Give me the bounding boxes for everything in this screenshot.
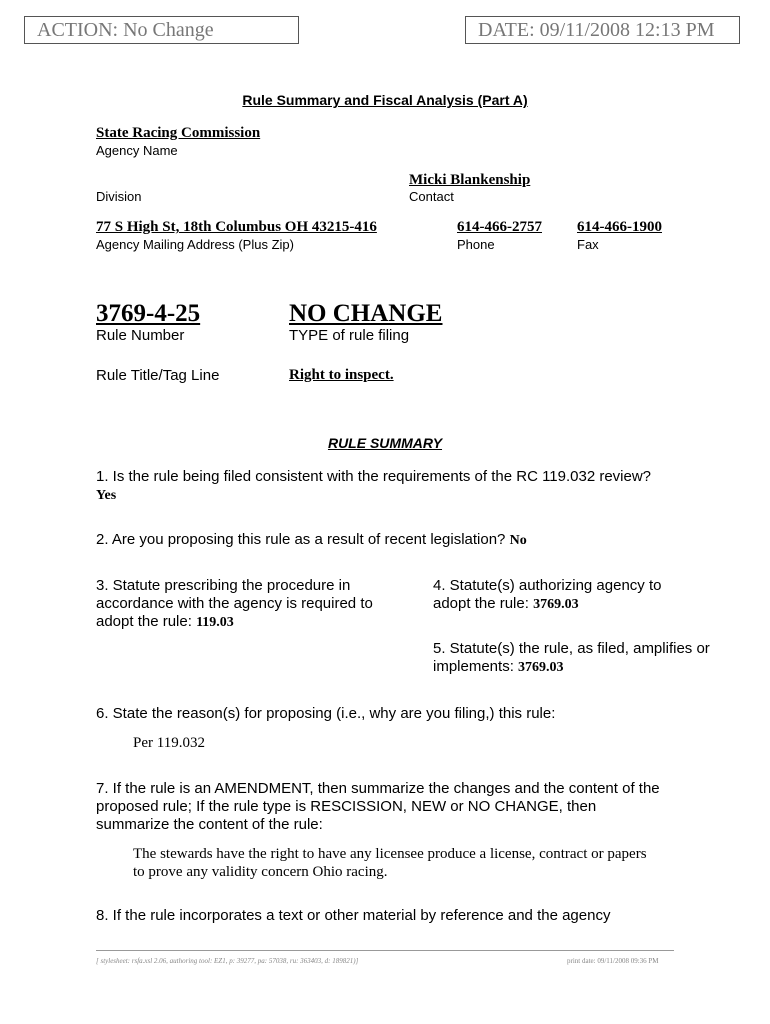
rule-type-label: TYPE of rule filing (289, 327, 410, 344)
question-5-text: 5. Statute(s) the rule, as filed, amplifies or implements: (433, 640, 710, 675)
question-4-text: 4. Statute(s) authorizing agency to adopt the rule: (433, 577, 662, 612)
rule-number-label: Rule Number (96, 327, 185, 344)
question-3-text: 3. Statute prescribing the procedure in accordance with the agency is required to adopt the rule: (96, 577, 373, 630)
question-4 (433, 577, 693, 614)
answer-1: Yes (96, 488, 117, 503)
action-box (24, 16, 299, 44)
answer-3: 119.03 (196, 615, 234, 630)
question-6: 6. State the reason(s) for proposing (i.e., why are you filing,) this rule: (96, 705, 556, 722)
page-title: Rule Summary and Fiscal Analysis (Part A) (242, 92, 528, 108)
question-8: 8. If the rule incorporates a text or other material by reference and the agency (96, 907, 611, 924)
answer-4: 3769.03 (533, 597, 579, 612)
phone-label: Phone (457, 237, 495, 252)
contact-name: Micki Blankenship (409, 172, 531, 188)
question-7: 7. If the rule is an AMENDMENT, then summarize the changes and the content of the proposed rule; If the rule type is RESCISSION, NEW or NO CHANGE, then summarize the content of the rule: (96, 780, 660, 833)
agency-name: State Racing Commission (96, 125, 261, 141)
rule-title: Right to inspect. (289, 367, 394, 383)
date-text: DATE: 09/11/2008 12:13 PM (478, 19, 715, 41)
answer-6: Per 119.032 (133, 735, 205, 751)
rule-title-label: Rule Title/Tag Line (96, 367, 220, 384)
fax-label: Fax (577, 237, 599, 252)
agency-fax: 614-466-1900 (577, 219, 662, 235)
rule-number: 3769-4-25 (96, 300, 201, 327)
date-box (465, 16, 740, 44)
question-5 (433, 640, 733, 677)
division-label: Division (96, 189, 142, 204)
rule-summary-heading: RULE SUMMARY (327, 435, 443, 451)
question-1-text: 1. Is the rule being filed consistent with the requirements of the RC 119.032 review? (96, 468, 652, 485)
footer-rule (96, 950, 674, 951)
address-label: Agency Mailing Address (Plus Zip) (96, 237, 294, 252)
question-2-text: 2. Are you proposing this rule as a result of recent legislation? (96, 531, 506, 548)
footer-stylesheet-info: [ stylesheet: rsfa.xsl 2.06, authoring tool: EZ1, p: 39277, pa: 57038, ru: 363403, d: 189821)] (96, 957, 359, 965)
agency-phone: 614-466-2757 (457, 219, 542, 235)
question-1 (96, 468, 656, 505)
answer-2: No (509, 533, 527, 548)
answer-7: The stewards have the right to have any licensee produce a license, contract or papers to prove any validity concern Ohio racing. (133, 846, 647, 880)
action-text: ACTION: No Change (37, 19, 214, 41)
contact-label: Contact (409, 189, 454, 204)
rule-type: NO CHANGE (289, 300, 443, 327)
agency-name-label: Agency Name (96, 143, 178, 158)
question-2 (96, 531, 696, 550)
question-3 (96, 577, 388, 632)
footer-print-date: print date: 09/11/2008 09:36 PM (567, 957, 659, 965)
agency-address: 77 S High St, 18th Columbus OH 43215-416 (96, 219, 377, 235)
answer-5: 3769.03 (518, 660, 564, 675)
